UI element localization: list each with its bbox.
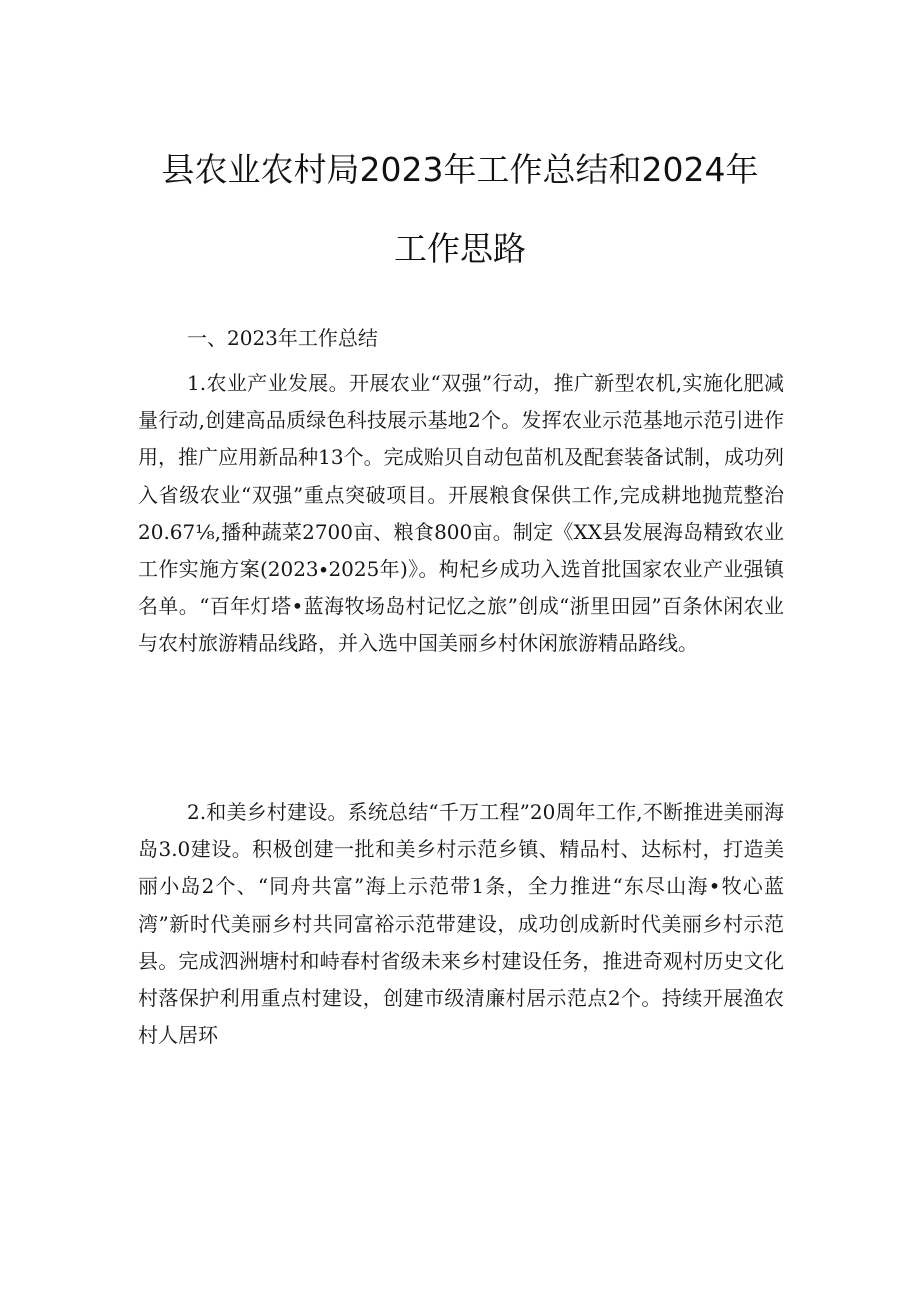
document-title-line-1: 县农业农村局2023年工作总结和2024年 xyxy=(161,150,759,189)
paragraph-agricultural-industry: 1.农业产业发展。开展农业“双强”行动，推广新型农机,实施化肥减量行动,创建高品质绿色科技展示基地2个。发挥农业示范基地示范引进作用，推广应用新品种13个。完成贻贝自动包苗机及配套装备试制，成功列入省级农业“双强”重点突破项目。开展粮食保供工作,完成耕地抛荒整治20.67⅛,播种蔬菜2700亩、粮食800亩。制定《XX县发展海岛精致农业工作实施方案(2023∙2025年)》。枸杞乡成功入选首批国家农业产业强镇名单。“百年灯塔•蓝海牧场岛村记忆之旅”创成“浙里田园”百条休闲农业与农村旅游精品线路，并入选中国美丽乡村休闲旅游精品路线。 xyxy=(138,371,784,656)
paragraph-rural-construction: 2.和美乡村建设。系统总结“千万工程”20周年工作,不断推进美丽海岛3.0建设。积极创建一批和美乡村示范乡镇、精品村、达标村，打造美丽小岛2个、“同舟共富”海上示范带1条，全力推进“东尽山海•牧心蓝湾”新时代美丽乡村共同富裕示范带建设，成功创成新时代美丽乡村示范县。完成泗洲塘村和峙春村省级未来乡村建设任务，推进奇观村历史文化村落保护利用重点村建设，创建市级清廉村居示范点2个。持续开展渔农村人居环 xyxy=(138,800,784,1048)
document-title-line-2: 工作思路 xyxy=(394,229,526,268)
section-heading: 一、2023年工作总结 xyxy=(187,326,378,350)
